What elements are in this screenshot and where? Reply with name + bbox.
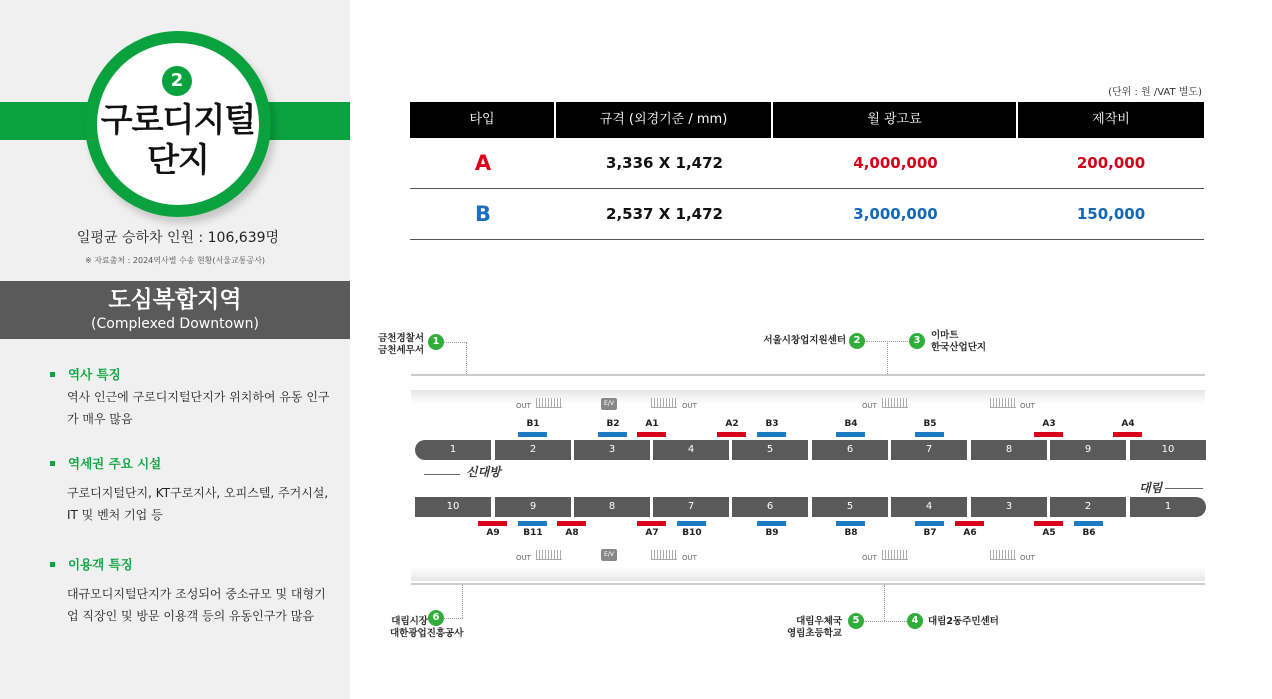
- section-heading-text: 역세권 주요 시설: [68, 456, 162, 471]
- ridership-text: 일평균 승하차 인원 : 106,639명: [76, 230, 280, 246]
- ad-slot-label: B5: [923, 419, 937, 429]
- platform-edge: [411, 374, 1205, 376]
- source-text: ※ 자료출처 : 2024역사별 수송 현황(서울교통공사): [84, 256, 266, 265]
- ad-slot-B9: [757, 521, 786, 526]
- landmark-line: 대림우체국: [796, 616, 842, 627]
- ad-slot-label: B6: [1082, 528, 1096, 538]
- car-4: 4: [891, 497, 967, 517]
- landmark-label: [390, 628, 463, 640]
- landmark-label: [928, 616, 999, 628]
- car-2: 2: [495, 440, 571, 460]
- landmark-label: [740, 335, 846, 347]
- exit-label: OUT: [1020, 402, 1035, 410]
- ad-slot-label: A9: [486, 528, 500, 538]
- direction-sindaebang: 신대방: [466, 465, 501, 479]
- ad-slot-B1: [518, 432, 547, 437]
- platform-edge: [411, 583, 1205, 585]
- car-9: 9: [1050, 440, 1126, 460]
- car-3: 3: [971, 497, 1047, 517]
- ad-slot-B4: [836, 432, 865, 437]
- ad-slot-B8: [836, 521, 865, 526]
- ad-slot-A9: [478, 521, 507, 526]
- ad-slot-label: B4: [844, 419, 858, 429]
- station-number: 2: [162, 66, 192, 96]
- exit-label: OUT: [862, 402, 877, 410]
- ad-slot-label: B1: [526, 419, 540, 429]
- car-10: 10: [415, 497, 491, 517]
- direction-arrow: [1165, 488, 1203, 489]
- car-4: 4: [653, 440, 729, 460]
- header-production: 제작비: [1092, 112, 1130, 127]
- car-8: 8: [971, 440, 1047, 460]
- ad-slot-label: A2: [725, 419, 739, 429]
- ad-slot-label: A6: [963, 528, 977, 538]
- connector-line: [884, 585, 885, 621]
- ad-slot-A1: [637, 432, 666, 437]
- section-body: 대규모디지털단지가 조성되어 중소규모 및 대형기업 직장인 및 방문 이용객 등의 유동인구가 많음: [67, 587, 326, 623]
- section-body: 구로디지털단지, KT구로지사, 오피스텔, 주거시설, IT 및 벤처 기업 등: [67, 486, 329, 522]
- ad-slot-A4: [1113, 432, 1142, 437]
- station-name-line1: 구로디지털: [100, 100, 256, 139]
- car-7: 7: [891, 440, 967, 460]
- ad-slot-label: B10: [682, 528, 702, 538]
- monthly-cell: 4,000,000: [853, 154, 938, 172]
- landmark-number-badge: 3: [909, 333, 925, 349]
- landmark-line: 금천경찰서: [378, 333, 424, 344]
- connector-line: [444, 618, 463, 619]
- landmark-line: 영림초등학교: [786, 628, 842, 639]
- ad-slot-A7: [637, 521, 666, 526]
- landmark-line: 한국산업단지: [931, 342, 987, 353]
- landmark-number-badge: 6: [428, 610, 444, 626]
- elevator-icon: E/V: [601, 549, 617, 561]
- car-6: 6: [732, 497, 808, 517]
- car-3: 3: [574, 440, 650, 460]
- landmark-line: 대한광업진흥공사: [390, 628, 464, 639]
- ad-slot-label: B9: [765, 528, 779, 538]
- ad-slot-A3: [1034, 432, 1063, 437]
- landmark-line: 이마트: [931, 330, 959, 341]
- landmark-number-badge: 5: [848, 613, 864, 629]
- exit-label: OUT: [682, 554, 697, 562]
- production-cell: 200,000: [1076, 154, 1146, 172]
- landmark-number-badge: 1: [428, 334, 444, 350]
- direction-arrow: [424, 474, 460, 475]
- ad-slot-B6: [1074, 521, 1103, 526]
- exit-label: OUT: [516, 402, 531, 410]
- landmark-line: 대림2동주민센터: [928, 616, 999, 627]
- landmark-line: 대림시장: [391, 616, 428, 627]
- stairs-icon: [882, 550, 908, 560]
- ad-slot-label: B2: [606, 419, 620, 429]
- connector-line: [462, 585, 463, 618]
- landmark-label: [360, 333, 424, 357]
- ad-slot-label: B8: [844, 528, 858, 538]
- ad-slot-label: A5: [1042, 528, 1056, 538]
- header-size: 규격 (외경기준 / mm): [556, 102, 773, 138]
- ad-slot-A6: [955, 521, 984, 526]
- elevator-icon: E/V: [601, 398, 617, 410]
- ad-slot-B2: [598, 432, 627, 437]
- section-heading-text: 이용객 특징: [68, 557, 133, 572]
- landmark-number-badge: 4: [907, 613, 923, 629]
- stairs-icon: [651, 550, 677, 560]
- type-cell: B: [474, 202, 491, 226]
- direction-daerim: 대림: [1139, 481, 1163, 495]
- landmark-label: [931, 330, 986, 354]
- ad-slot-label: A4: [1121, 419, 1135, 429]
- car-1: 1: [415, 440, 491, 460]
- ad-slot-B10: [677, 521, 706, 526]
- car-2: 2: [1050, 497, 1126, 517]
- exit-label: OUT: [516, 554, 531, 562]
- station-name-line2: 단지: [147, 140, 209, 179]
- ad-slot-label: A8: [565, 528, 579, 538]
- ad-slot-label: A7: [645, 528, 659, 538]
- landmark-label: [370, 616, 428, 628]
- car-5: 5: [812, 497, 888, 517]
- exit-label: OUT: [1020, 554, 1035, 562]
- header-monthly: 월 광고료: [773, 102, 1018, 138]
- stairs-icon: [990, 398, 1016, 408]
- region-title: 도심복합지역: [108, 287, 242, 313]
- car-9: 9: [495, 497, 571, 517]
- connector-line: [444, 342, 467, 343]
- unit-note: (단위 : 원 /VAT 별도): [1108, 87, 1202, 98]
- region-subtitle: (Complexed Downtown): [91, 316, 259, 332]
- stairs-icon: [990, 550, 1016, 560]
- type-cell: A: [474, 151, 492, 175]
- car-5: 5: [732, 440, 808, 460]
- stairs-icon: [536, 550, 562, 560]
- connector-line: [466, 342, 467, 374]
- connector-line: [887, 341, 888, 374]
- ad-slot-A8: [557, 521, 586, 526]
- ad-slot-label: A1: [645, 419, 659, 429]
- monthly-cell: 3,000,000: [853, 205, 938, 223]
- ad-slot-label: B7: [923, 528, 937, 538]
- ad-slot-label: B11: [523, 528, 543, 538]
- car-1: 1: [1130, 497, 1206, 517]
- ad-slot-label: A3: [1042, 419, 1056, 429]
- ad-slot-B11: [518, 521, 547, 526]
- landmark-number-badge: 2: [849, 333, 865, 349]
- exit-label: OUT: [682, 402, 697, 410]
- stairs-icon: [536, 398, 562, 408]
- platform-floor: [411, 567, 1205, 581]
- section-heading-text: 역사 특징: [68, 367, 121, 382]
- landmark-line: 금천세무서: [378, 345, 424, 356]
- stairs-icon: [882, 398, 908, 408]
- car-10: 10: [1130, 440, 1206, 460]
- size-cell: 3,336 X 1,472: [606, 154, 723, 172]
- ad-slot-B3: [757, 432, 786, 437]
- size-cell: 2,537 X 1,472: [606, 205, 723, 223]
- ad-slot-A5: [1034, 521, 1063, 526]
- ad-slot-B7: [915, 521, 944, 526]
- ad-slot-B5: [915, 432, 944, 437]
- car-8: 8: [574, 497, 650, 517]
- section-body: 역사 인근에 구로디지털단지가 위치하여 유동 인구가 매우 많음: [67, 390, 330, 426]
- landmark-line: 서울시창업지원센터: [763, 335, 846, 346]
- landmark-label: [770, 616, 842, 640]
- stairs-icon: [651, 398, 677, 408]
- connector-line: [865, 621, 907, 622]
- exit-label: OUT: [862, 554, 877, 562]
- production-cell: 150,000: [1076, 205, 1146, 223]
- car-6: 6: [812, 440, 888, 460]
- header-type: 타입: [410, 102, 556, 138]
- ad-slot-A2: [717, 432, 746, 437]
- car-7: 7: [653, 497, 729, 517]
- ad-slot-label: B3: [765, 419, 779, 429]
